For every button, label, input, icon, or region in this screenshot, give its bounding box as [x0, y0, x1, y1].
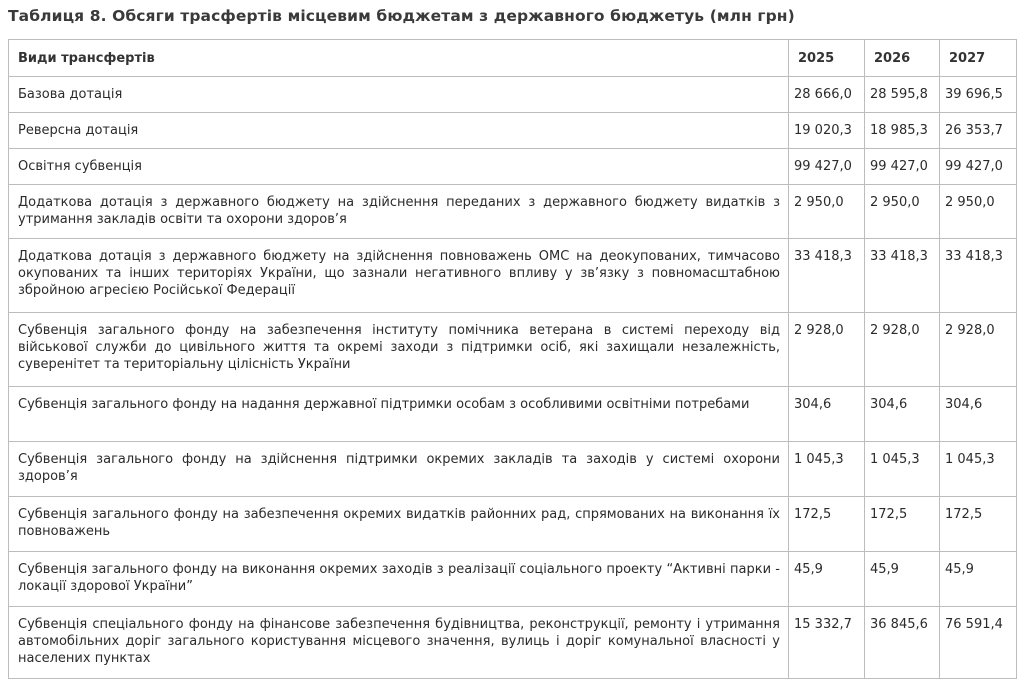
value-2027-cell: 1 045,3: [940, 442, 1017, 497]
table-row: [9, 497, 1017, 552]
column-header-2027: 2027: [940, 40, 1017, 77]
table-row: [9, 185, 1017, 239]
transfer-type-cell: Субвенція загального фонду на виконання окремих заходів з реалізації соціального проекту “Активні парки - локації здорової України”: [9, 552, 789, 607]
value-2026-cell: 36 845,6: [865, 607, 940, 679]
value-2025-cell: 19 020,3: [789, 113, 865, 149]
transfer-type-cell: Додаткова дотація з державного бюджету на здійснення переданих з державного бюджету видатків з утримання закладів освіти та охорони здоров’я: [9, 185, 789, 239]
value-2025-cell: 1 045,3: [789, 442, 865, 497]
value-2027-cell: 99 427,0: [940, 149, 1017, 185]
value-2026-cell: 1 045,3: [865, 442, 940, 497]
value-2026-cell: 304,6: [865, 387, 940, 442]
transfer-type-cell: Базова дотація: [9, 77, 789, 113]
table-row: [9, 552, 1017, 607]
transfer-type-cell: Субвенція загального фонду на здійснення підтримки окремих закладів та заходів у системі охорони здоров’я: [9, 442, 789, 497]
value-2025-cell: 304,6: [789, 387, 865, 442]
value-2027-cell: 26 353,7: [940, 113, 1017, 149]
table-row: [9, 442, 1017, 497]
column-header-2025: 2025: [789, 40, 865, 77]
value-2025-cell: 2 928,0: [789, 313, 865, 387]
table-title: Таблиця 8. Обсяги трасфертів місцевим бюджетам з державного бюджетуь (млн грн): [8, 7, 795, 25]
value-2025-cell: 28 666,0: [789, 77, 865, 113]
column-header-2026: 2026: [865, 40, 940, 77]
value-2025-cell: 99 427,0: [789, 149, 865, 185]
value-2025-cell: 15 332,7: [789, 607, 865, 679]
transfer-type-cell: Субвенція загального фонду на надання державної підтримки особам з особливими освітніми потребами: [9, 387, 789, 442]
value-2026-cell: 2 950,0: [865, 185, 940, 239]
transfer-type-cell: Субвенція загального фонду на забезпечення інституту помічника ветерана в системі переходу від військової служби до цивільного життя та окремі заходи з підтримки осіб, які захищали незалежність, суверенітет та територіальну цілісність України: [9, 313, 789, 387]
value-2025-cell: 172,5: [789, 497, 865, 552]
value-2027-cell: 2 928,0: [940, 313, 1017, 387]
table-row: [9, 607, 1017, 679]
value-2026-cell: 99 427,0: [865, 149, 940, 185]
table-row: [9, 113, 1017, 149]
value-2026-cell: 45,9: [865, 552, 940, 607]
value-2026-cell: 172,5: [865, 497, 940, 552]
table-row: [9, 77, 1017, 113]
column-header-transfer-type: Види трансфертів: [9, 40, 789, 77]
value-2026-cell: 28 595,8: [865, 77, 940, 113]
table-row: [9, 239, 1017, 313]
value-2027-cell: 45,9: [940, 552, 1017, 607]
table-header-row: [9, 40, 1017, 77]
transfer-type-cell: Субвенція загального фонду на забезпечення окремих видатків районних рад, спрямованих на виконання їх повноважень: [9, 497, 789, 552]
value-2025-cell: 33 418,3: [789, 239, 865, 313]
value-2027-cell: 172,5: [940, 497, 1017, 552]
value-2025-cell: 45,9: [789, 552, 865, 607]
table-row: [9, 387, 1017, 442]
value-2027-cell: 76 591,4: [940, 607, 1017, 679]
transfer-type-cell: Додаткова дотація з державного бюджету на здійснення повноважень ОМС на деокупованих, тимчасово окупованих та інших територіях України, що зазнали негативного впливу у зв’язку з повномасштабною збройною агресією Російської Федерації: [9, 239, 789, 313]
table-row: [9, 149, 1017, 185]
value-2027-cell: 304,6: [940, 387, 1017, 442]
transfers-table: [8, 39, 1017, 679]
value-2026-cell: 2 928,0: [865, 313, 940, 387]
transfer-type-cell: Субвенція спеціального фонду на фінансове забезпечення будівництва, реконструкції, ремонту і утримання автомобільних доріг загального користування місцевого значення, вулиць і доріг комунальної власності у населених пунктах: [9, 607, 789, 679]
table-row: [9, 313, 1017, 387]
value-2027-cell: 33 418,3: [940, 239, 1017, 313]
value-2026-cell: 33 418,3: [865, 239, 940, 313]
value-2026-cell: 18 985,3: [865, 113, 940, 149]
value-2025-cell: 2 950,0: [789, 185, 865, 239]
transfer-type-cell: Реверсна дотація: [9, 113, 789, 149]
transfer-type-cell: Освітня субвенція: [9, 149, 789, 185]
value-2027-cell: 2 950,0: [940, 185, 1017, 239]
value-2027-cell: 39 696,5: [940, 77, 1017, 113]
